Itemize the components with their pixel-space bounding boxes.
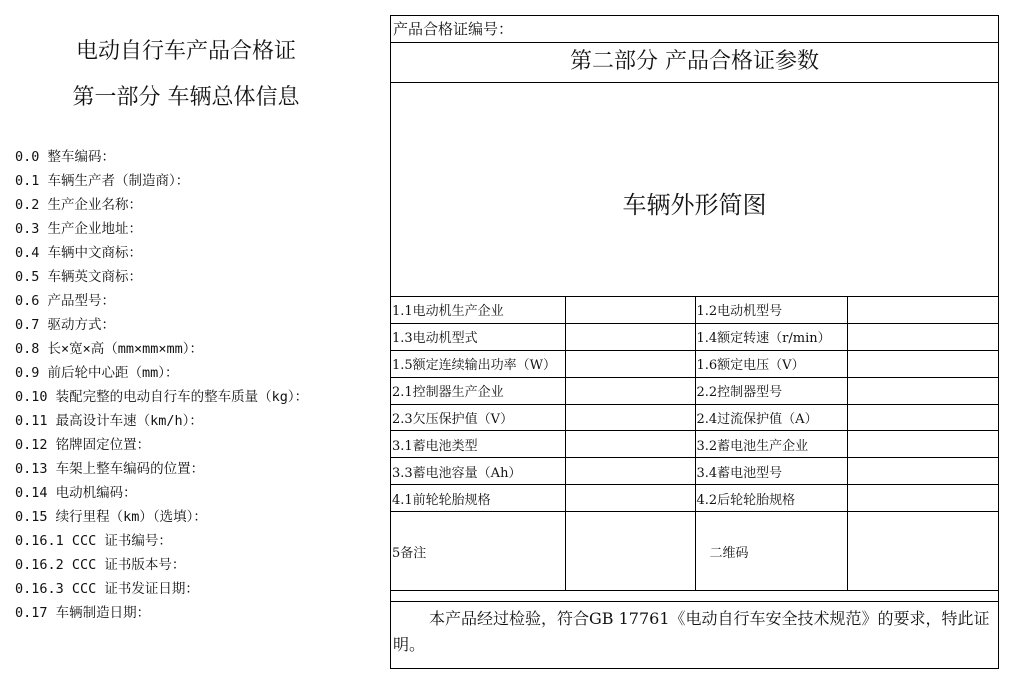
table-row <box>391 485 998 512</box>
param-label: 1.5额定连续输出功率（W） <box>391 350 565 377</box>
param-value <box>565 323 695 350</box>
document-title: 电动自行车产品合格证 <box>75 39 296 64</box>
field-line: 0.6 产品型号： <box>15 293 116 309</box>
param-label: 2.4过流保护值（A） <box>695 404 847 431</box>
param-label: 3.1蓄电池类型 <box>391 431 565 458</box>
param-value <box>565 431 695 458</box>
param-value <box>847 431 998 458</box>
table-row <box>391 377 998 404</box>
table-row <box>391 458 998 485</box>
param-value <box>847 323 998 350</box>
param-value <box>565 458 695 485</box>
remark-value <box>565 512 695 591</box>
field-line: 0.2 生产企业名称： <box>15 197 143 213</box>
param-value <box>847 377 998 404</box>
vehicle-info-list <box>15 145 308 625</box>
certification-statement: 本产品经过检验，符合GB 17761《电动自行车安全技术规范》的要求，特此证明。 <box>391 601 998 669</box>
table-row <box>391 323 998 350</box>
field-line: 0.0 整车编码： <box>15 149 116 165</box>
param-label: 3.2蓄电池生产企业 <box>695 431 847 458</box>
field-line: 0.11 最高设计车速（km/h）： <box>15 413 203 429</box>
param-label: 1.4额定转速（r/min） <box>695 323 847 350</box>
param-value <box>565 377 695 404</box>
field-line: 0.16.2 CCC 证书版本号： <box>15 557 186 573</box>
param-value <box>565 404 695 431</box>
table-row <box>391 404 998 431</box>
field-line: 0.17 车辆制造日期： <box>15 605 151 621</box>
param-value <box>847 297 998 323</box>
param-value <box>847 350 998 377</box>
param-label: 2.1控制器生产企业 <box>391 377 565 404</box>
param-label: 1.1电动机生产企业 <box>391 297 565 323</box>
param-label: 1.6额定电压（V） <box>695 350 847 377</box>
part-one-title: 第一部分 车辆总体信息 <box>72 85 300 110</box>
param-label: 4.1前轮轮胎规格 <box>391 485 565 512</box>
field-line: 0.1 车辆生产者（制造商）： <box>15 173 190 189</box>
field-line: 0.9 前后轮中心距（mm）： <box>15 365 179 381</box>
vehicle-sketch-area <box>391 83 998 297</box>
param-label: 1.3电动机型式 <box>391 323 565 350</box>
field-line: 0.7 驱动方式： <box>15 317 116 333</box>
qr-code-area <box>847 512 998 591</box>
param-value <box>565 297 695 323</box>
table-row <box>391 431 998 458</box>
table-row <box>391 297 998 323</box>
param-value <box>565 350 695 377</box>
vehicle-sketch-label: 车辆外形简图 <box>622 191 767 219</box>
param-value <box>565 485 695 512</box>
certificate-number-label: 产品合格证编号： <box>391 16 998 43</box>
param-label: 3.4蓄电池型号 <box>695 458 847 485</box>
field-line: 0.8 长×宽×高（mm×mm×mm）： <box>15 341 204 357</box>
qr-code-label: 二维码 <box>695 512 847 591</box>
param-label: 2.2控制器型号 <box>695 377 847 404</box>
part-two-title: 第二部分 产品合格证参数 <box>391 43 998 83</box>
table-row <box>391 512 998 591</box>
remark-label: 5备注 <box>391 512 565 591</box>
param-label: 4.2后轮轮胎规格 <box>695 485 847 512</box>
field-line: 0.16.1 CCC 证书编号： <box>15 533 172 549</box>
field-line: 0.10 装配完整的电动自行车的整车质量（kg）： <box>15 389 309 405</box>
field-line: 0.15 续行里程（km）（选填）： <box>15 509 207 525</box>
param-value <box>847 404 998 431</box>
field-line: 0.4 车辆中文商标： <box>15 245 143 261</box>
field-line: 0.14 电动机编码： <box>15 485 137 501</box>
table-row <box>391 350 998 377</box>
part-two-panel <box>390 15 999 669</box>
param-value <box>847 458 998 485</box>
field-line: 0.13 车架上整车编码的位置： <box>15 461 205 477</box>
field-line: 0.5 车辆英文商标： <box>15 269 143 285</box>
part-one-panel <box>0 0 378 684</box>
param-label: 1.2电动机型号 <box>695 297 847 323</box>
field-line: 0.16.3 CCC 证书发证日期： <box>15 581 199 597</box>
param-label: 2.3欠压保护值（V） <box>391 404 565 431</box>
field-line: 0.12 铭牌固定位置： <box>15 437 151 453</box>
param-value <box>847 485 998 512</box>
field-line: 0.3 生产企业地址： <box>15 221 143 237</box>
parameters-table <box>391 297 998 591</box>
param-label: 3.3蓄电池容量（Ah） <box>391 458 565 485</box>
